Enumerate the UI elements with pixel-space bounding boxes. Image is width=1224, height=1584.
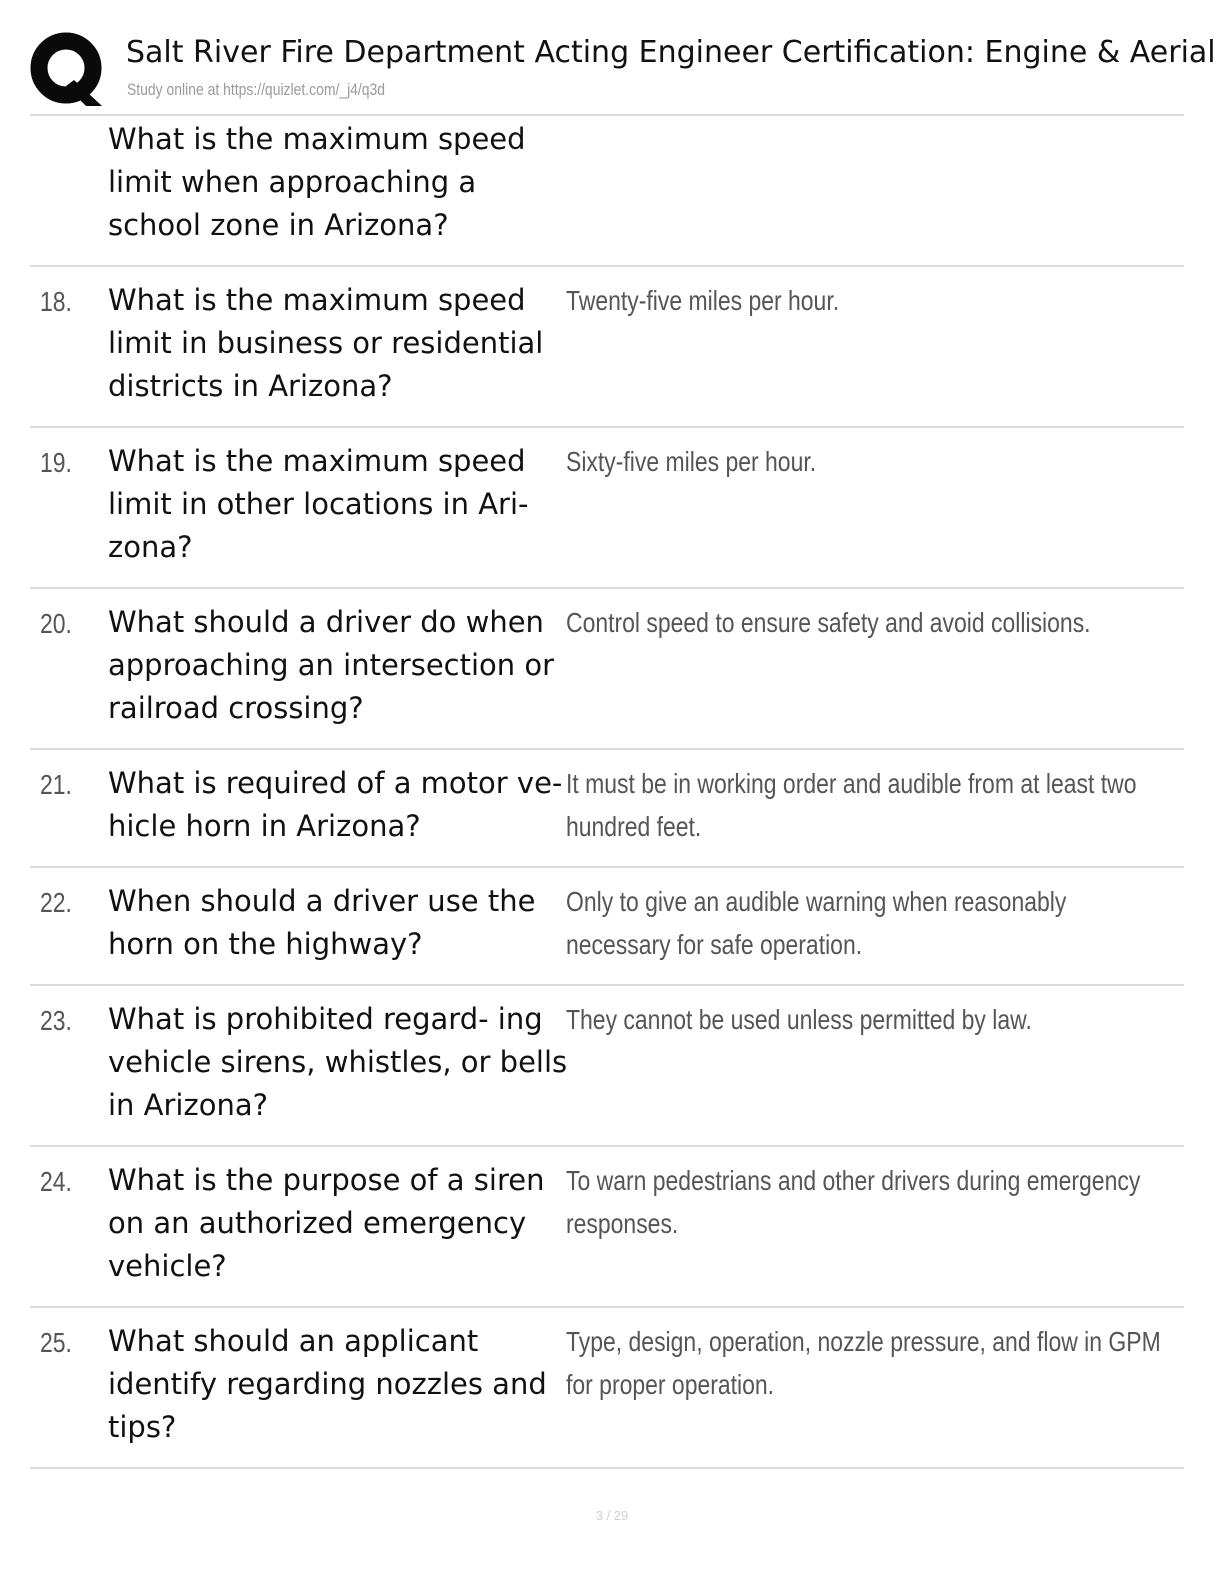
card-definition: Twenty-five miles per hour.	[566, 285, 840, 316]
card-definition: They cannot be used unless permitted by law.	[566, 1004, 1032, 1035]
study-online-link[interactable]: Study online at https://quizlet.com/_j4/q3d	[127, 80, 386, 99]
card-term: What is required of a motor ve- hicle horn in Arizona?	[108, 766, 563, 843]
flashcard-row	[30, 1147, 1184, 1308]
flashcard-row	[30, 428, 1184, 589]
flashcard-row	[30, 589, 1184, 750]
flashcard-row	[30, 1308, 1184, 1469]
flashcard-row	[30, 868, 1184, 986]
card-number: 18.	[40, 286, 72, 317]
card-term: What is the maximum speed limit when approaching a school zone in Arizona?	[108, 122, 526, 242]
flashcard-list	[30, 114, 1184, 1469]
page-header	[30, 28, 1216, 114]
card-number: 20.	[40, 608, 72, 639]
flashcard-row	[30, 116, 1184, 267]
card-term: What is the purpose of a siren on an authorized emergency vehicle?	[108, 1163, 545, 1283]
card-number: 22.	[40, 887, 72, 918]
card-term: What should an applicant identify regarding nozzles and tips?	[108, 1324, 547, 1444]
flashcard-row	[30, 267, 1184, 428]
card-term: What is prohibited regard- ing vehicle sirens, whistles, or bells in Arizona?	[108, 1002, 568, 1122]
card-number: 25.	[40, 1327, 72, 1358]
card-definition: It must be in working order and audible from at least two hundred feet.	[566, 768, 1137, 842]
page-number: 3 / 29	[595, 1508, 629, 1523]
card-term: What is the maximum speed limit in business or residential districts in Arizona?	[108, 283, 544, 403]
card-definition: Only to give an audible warning when reasonably necessary for safe operation.	[566, 886, 1067, 960]
card-number: 24.	[40, 1166, 72, 1197]
card-definition: Type, design, operation, nozzle pressure, and flow in GPM for proper operation.	[566, 1326, 1161, 1400]
flashcard-row	[30, 986, 1184, 1147]
flashcard-row	[30, 750, 1184, 868]
card-number: 23.	[40, 1005, 72, 1036]
card-term: What should a driver do when approaching an intersection or railroad crossing?	[108, 605, 555, 725]
document-title: Salt River Fire Department Acting Engineer Certification: Engine & Aerial	[126, 35, 1216, 70]
card-number: 19.	[40, 447, 72, 478]
card-number: 21.	[40, 769, 72, 800]
card-term: When should a driver use the horn on the highway?	[108, 884, 536, 961]
quizlet-logo-icon	[30, 32, 106, 108]
card-definition: To warn pedestrians and other drivers during emergency responses.	[566, 1165, 1141, 1239]
card-definition: Control speed to ensure safety and avoid collisions.	[566, 607, 1091, 638]
card-term: What is the maximum speed limit in other locations in Ari- zona?	[108, 444, 529, 564]
card-definition: Sixty-five miles per hour.	[566, 446, 817, 477]
